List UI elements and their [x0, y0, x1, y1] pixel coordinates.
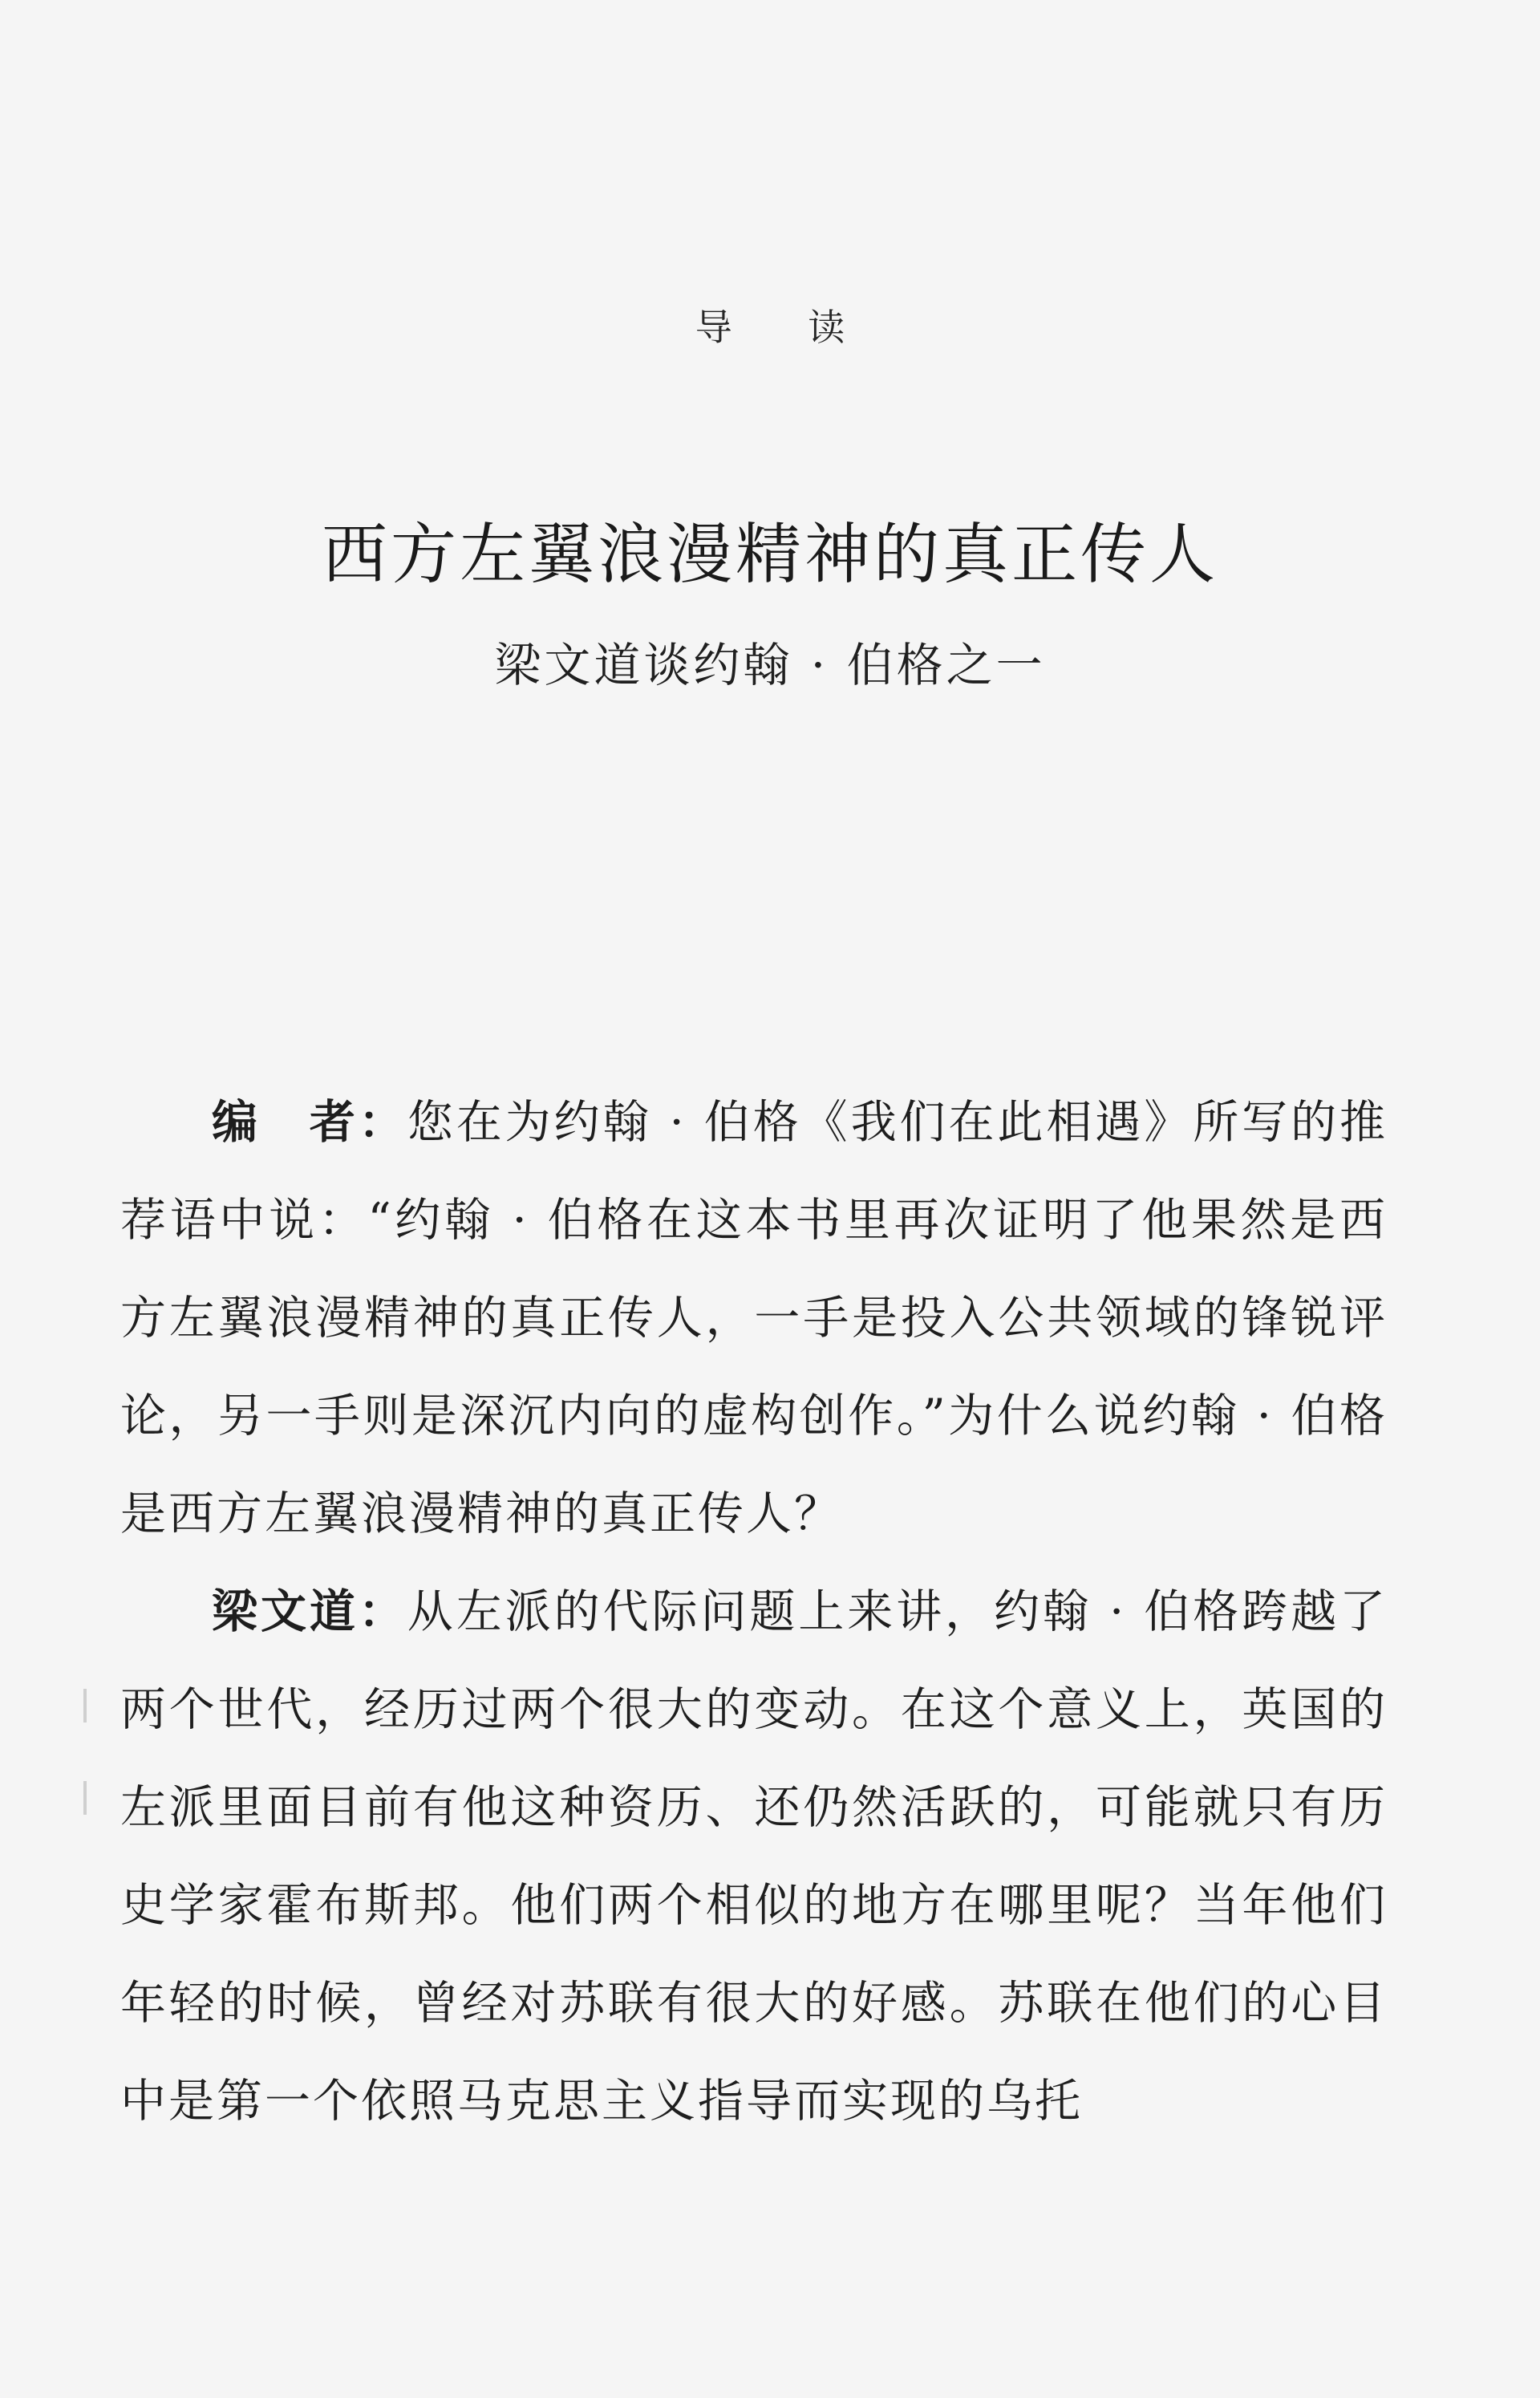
speaker-liang-wendao: 梁文道 — [212, 1585, 359, 1638]
speaker-colon: ： — [358, 1585, 407, 1638]
paragraph-editor — [120, 1073, 1388, 1563]
section-label: 导 读 — [695, 306, 877, 349]
paragraph-text: 您在为约翰 · 伯格《我们在此相遇》所写的推荐语中说：“约翰 · 伯格在这本书里再次证明了他果然是西方左翼浪漫精神的真正传人，一手是投入公共领域的锋锐评论，另一手则是深沉内向的虚构创作。”为什么说约翰 · 伯格是西方左翼浪漫精神的真正传人？ — [120, 1096, 1388, 1540]
page-subtitle: 梁文道谈约翰 · 伯格之一 — [494, 638, 1046, 692]
page-title: 西方左翼浪漫精神的真正传人 — [321, 517, 1218, 593]
scan-edge-mark — [83, 1689, 87, 1722]
paragraph-text: 从左派的代际问题上来讲，约翰 · 伯格跨越了两个世代，经历过两个很大的变动。在这个意义上，英国的左派里面目前有他这种资历、还仍然活跃的，可能就只有历史学家霍布斯邦。他们两个相似的地方在哪里呢？当年他们年轻的时候，曾经对苏联有很大的好感。苏联在他们的心目中是第一个依照马克思主义指导而实现的乌托 — [120, 1585, 1388, 2128]
speaker-editor: 编 者 — [212, 1096, 359, 1149]
speaker-colon: ： — [358, 1096, 407, 1149]
paragraph-liang-wendao — [120, 1563, 1388, 2150]
scan-edge-mark — [83, 1781, 87, 1815]
body-text — [120, 1073, 1388, 2150]
